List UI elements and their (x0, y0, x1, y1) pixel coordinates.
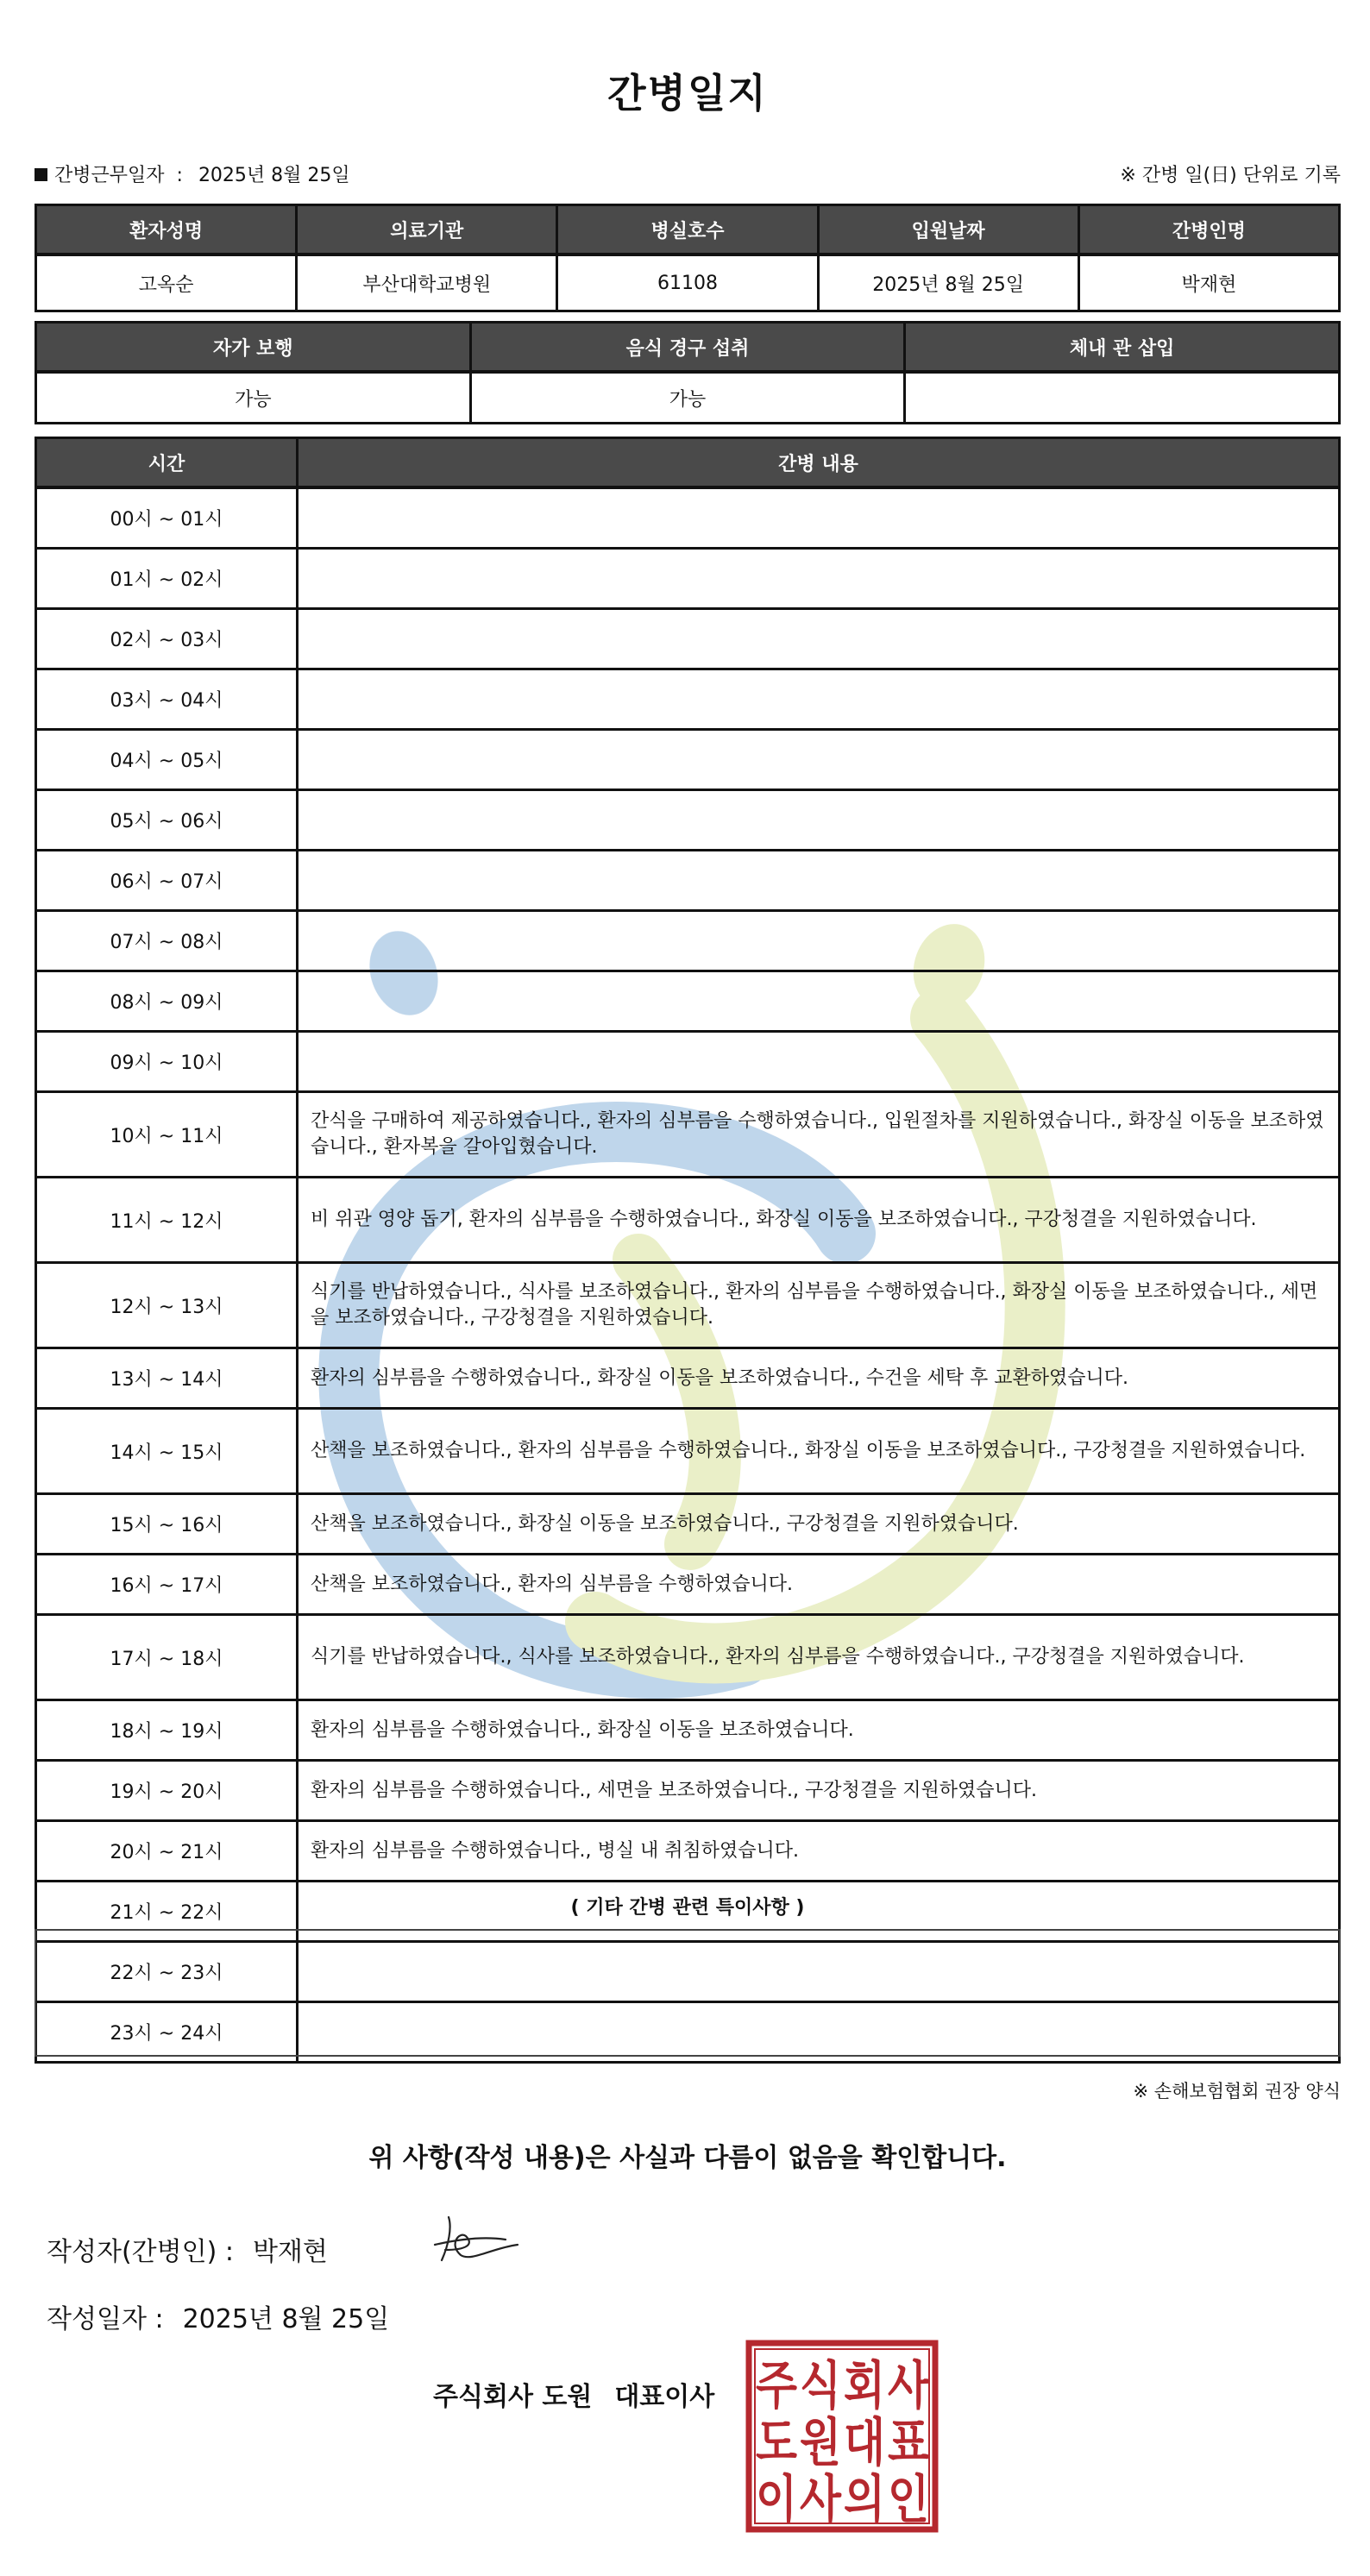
care-log-time: 16시 ~ 17시 (36, 1555, 298, 1615)
work-date-value: 2025년 8월 25일 (198, 165, 350, 186)
care-log-row (36, 790, 1340, 851)
care-log-content: 식기를 반납하였습니다., 식사를 보조하였습니다., 환자의 심부름을 수행하였습니다., 구강청결을 지원하였습니다. (298, 1615, 1340, 1700)
care-log-row (36, 1821, 1340, 1882)
care-log-table (35, 437, 1341, 2064)
care-log-row (36, 1263, 1340, 1348)
write-date-value: 2025년 8월 25일 (182, 2304, 390, 2334)
seal-character: 주 (756, 2356, 798, 2416)
seal-character: 식 (800, 2356, 841, 2416)
care-log-content (298, 730, 1340, 790)
writer-label: 작성자(간병인) : (47, 2237, 234, 2267)
care-log-row (36, 1092, 1340, 1178)
care-log-content: 비 위관 영양 돕기, 환자의 심부름을 수행하였습니다., 화장실 이동을 보조하였습니다., 구강청결을 지원하였습니다. (298, 1178, 1340, 1263)
care-log-content: 식기를 반납하였습니다., 식사를 보조하였습니다., 환자의 심부름을 수행하였습니다., 화장실 이동을 보조하였습니다., 세면을 보조하였습니다., 구강청결을 지원하였습니다. (298, 1263, 1340, 1348)
header-care-content: 간병 내용 (298, 438, 1340, 488)
header-oral-intake: 음식 경구 섭취 (470, 323, 905, 373)
care-log-time: 21시 ~ 22시 (36, 1882, 298, 1942)
form-footnote: ※ 손해보험협회 권장 양식 (1133, 2081, 1341, 2102)
seal-character: 의 (844, 2470, 885, 2530)
care-log-content: 환자의 심부름을 수행하였습니다., 화장실 이동을 보조하였습니다. (298, 1700, 1340, 1761)
care-log-row (36, 730, 1340, 790)
care-log-header-row (36, 438, 1340, 488)
patient-info-header-row (36, 205, 1340, 255)
status-value-row (36, 372, 1340, 424)
care-log-row (36, 1615, 1340, 1700)
seal-character: 대 (844, 2413, 885, 2473)
care-log-time: 09시 ~ 10시 (36, 1032, 298, 1092)
tube-insertion-value (905, 372, 1340, 424)
care-log-content (298, 549, 1340, 609)
writer-name: 박재현 (252, 2237, 328, 2267)
care-log-content: 환자의 심부름을 수행하였습니다., 병실 내 취침하였습니다. (298, 1821, 1340, 1882)
care-log-content: 산책을 보조하였습니다., 화장실 이동을 보조하였습니다., 구강청결을 지원하였습니다. (298, 1494, 1340, 1555)
care-log-time: 04시 ~ 05시 (36, 730, 298, 790)
status-header-row (36, 323, 1340, 373)
care-log-time: 19시 ~ 20시 (36, 1761, 298, 1821)
care-log-time: 13시 ~ 14시 (36, 1348, 298, 1409)
care-log-row (36, 1761, 1340, 1821)
care-log-time: 02시 ~ 03시 (36, 609, 298, 669)
room-number-value: 61108 (557, 254, 818, 311)
care-log-content: 환자의 심부름을 수행하였습니다., 세면을 보조하였습니다., 구강청결을 지원하였습니다. (298, 1761, 1340, 1821)
record-unit-note: ※ 간병 일(日) 단위로 기록 (1120, 165, 1341, 186)
confirmation-statement: 위 사항(작성 내용)은 사실과 다름이 없음을 확인합니다. (368, 2143, 1007, 2173)
care-log-content (298, 971, 1340, 1032)
care-log-row (36, 1348, 1340, 1409)
care-log-row (36, 1409, 1340, 1494)
care-log-row (36, 971, 1340, 1032)
seal-character: 이 (756, 2470, 797, 2530)
caregiver-name-value: 박재현 (1078, 254, 1339, 311)
care-log-row (36, 1178, 1340, 1263)
header-admission-date: 입원날짜 (818, 205, 1078, 255)
seal-character: 회 (844, 2356, 885, 2416)
care-log-content: 간식을 구매하여 제공하였습니다., 환자의 심부름을 수행하였습니다., 입원절차를 지원하였습니다., 화장실 이동을 보조하였습니다., 환자복을 갈아입혔습니다. (298, 1092, 1340, 1178)
care-log-time: 10시 ~ 11시 (36, 1092, 298, 1178)
patient-name-value: 고옥순 (36, 254, 297, 311)
care-log-content: 산책을 보조하였습니다., 환자의 심부름을 수행하였습니다. (298, 1555, 1340, 1615)
company-line (433, 2375, 714, 2413)
company-representative-title: 대표이사 (614, 2382, 715, 2412)
header-hospital: 의료기관 (297, 205, 557, 255)
header-patient-name: 환자성명 (36, 205, 297, 255)
care-log-row (36, 1555, 1340, 1615)
care-log-time: 15시 ~ 16시 (36, 1494, 298, 1555)
header-self-walking: 자가 보행 (36, 323, 471, 373)
seal-character: 도 (756, 2413, 798, 2473)
care-log-time: 22시 ~ 23시 (36, 1942, 298, 2002)
care-log-time: 18시 ~ 19시 (36, 1700, 298, 1761)
seal-character: 원 (800, 2413, 841, 2473)
notes-box (35, 1929, 1341, 2057)
care-log-time: 00시 ~ 01시 (36, 487, 298, 549)
care-log-row (36, 487, 1340, 549)
care-log-row (36, 851, 1340, 911)
admission-date-value: 2025년 8월 25일 (818, 254, 1078, 311)
care-log-row (36, 1032, 1340, 1092)
care-log-time: 03시 ~ 04시 (36, 669, 298, 730)
care-log-content: 산책을 보조하였습니다., 환자의 심부름을 수행하였습니다., 화장실 이동을 보조하였습니다., 구강청결을 지원하였습니다. (298, 1409, 1340, 1494)
header-tube-insertion: 체내 관 삽입 (905, 323, 1340, 373)
care-log-time: 20시 ~ 21시 (36, 1821, 298, 1882)
care-log-time: 08시 ~ 09시 (36, 971, 298, 1032)
care-log-time: 11시 ~ 12시 (36, 1178, 298, 1263)
care-log-time: 05시 ~ 06시 (36, 790, 298, 851)
handwritten-signature (423, 2210, 526, 2271)
care-log-content (298, 851, 1340, 911)
care-log-time: 23시 ~ 24시 (36, 2002, 298, 2063)
header-time: 시간 (36, 438, 298, 488)
work-date-line (35, 160, 350, 187)
square-bullet-icon (35, 168, 47, 181)
care-log-content (298, 1032, 1340, 1092)
seal-character: 표 (888, 2413, 930, 2473)
care-log-rows (36, 487, 1340, 2063)
seal-character: 사 (888, 2356, 930, 2416)
care-log-row (36, 911, 1340, 971)
oral-intake-value: 가능 (470, 372, 905, 424)
care-log-content: 환자의 심부름을 수행하였습니다., 화장실 이동을 보조하였습니다., 수건을 세탁 후 교환하였습니다. (298, 1348, 1340, 1409)
writer-line (47, 2230, 328, 2268)
care-log-content (298, 609, 1340, 669)
seal-character: 인 (888, 2470, 929, 2530)
care-log-time: 07시 ~ 08시 (36, 911, 298, 971)
work-date-separator: : (176, 165, 183, 186)
header-room-number: 병실호수 (557, 205, 818, 255)
care-log-row (36, 1700, 1340, 1761)
care-log-row (36, 669, 1340, 730)
care-log-content (298, 790, 1340, 851)
hospital-value: 부산대학교병원 (297, 254, 557, 311)
patient-info-value-row (36, 254, 1340, 311)
header-caregiver-name: 간병인명 (1078, 205, 1339, 255)
care-log-content (298, 669, 1340, 730)
write-date-line (47, 2297, 389, 2335)
seal-character: 사 (800, 2470, 842, 2530)
care-log-time: 17시 ~ 18시 (36, 1615, 298, 1700)
company-name: 주식회사 도원 (433, 2382, 593, 2412)
work-date-label: 간병근무일자 (54, 165, 165, 186)
write-date-label: 작성일자 : (47, 2304, 164, 2334)
care-log-time: 06시 ~ 07시 (36, 851, 298, 911)
care-log-content (298, 911, 1340, 971)
care-log-content (298, 487, 1340, 549)
document-title: 간병일지 (607, 70, 768, 116)
company-seal-stamp (745, 2340, 939, 2533)
patient-status-table (35, 321, 1341, 424)
care-log-time: 12시 ~ 13시 (36, 1263, 298, 1348)
self-walking-value: 가능 (36, 372, 471, 424)
meta-row (35, 160, 1341, 190)
care-log-row (36, 1494, 1340, 1555)
notes-title: ( 기타 간병 관련 특이사항 ) (570, 1897, 805, 1919)
care-log-row (36, 549, 1340, 609)
care-log-time: 01시 ~ 02시 (36, 549, 298, 609)
patient-info-table (35, 204, 1341, 312)
care-log-row (36, 609, 1340, 669)
care-log-time: 14시 ~ 15시 (36, 1409, 298, 1494)
